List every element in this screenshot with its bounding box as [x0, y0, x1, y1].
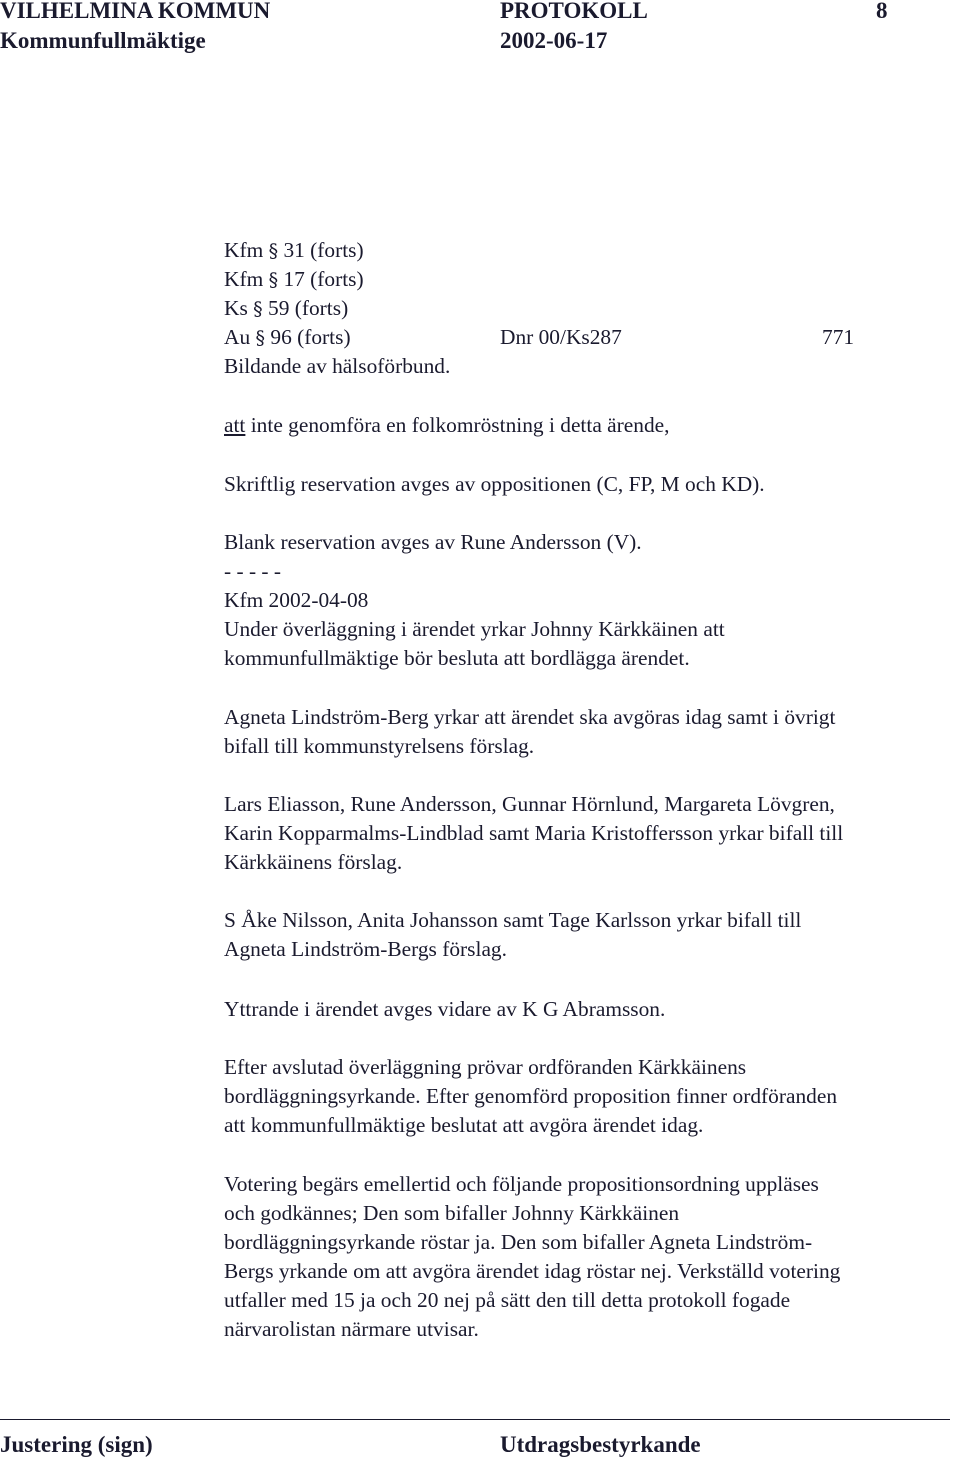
section-ref: Au § 96 (forts) Dnr 00/Ks287 771 [224, 323, 960, 352]
municipality-name: VILHELMINA KOMMUN [0, 0, 271, 23]
paragraph-voting: Votering begärs emellertid och följande propositionsordning uppläses och godkännes; Den som bifaller Johnny Kärkkäinen bordläggningsyrkande röstar ja. Den som bifaller Agneta Lindström- Bergs yrkande om att avgöra ärendet idag röstar nej. Verkställd votering utfaller med 15 ja och 20 nej på sätt den till detta protokoll fogade närvarolistan närmare utvisar. [224, 1172, 841, 1341]
section-ref: Kfm § 17 (forts) [224, 267, 364, 291]
section-sign: § [268, 269, 279, 291]
meeting-reference: Kfm 2002-04-08 [224, 588, 369, 612]
paragraph-support-karkkainen: Lars Eliasson, Rune Andersson, Gunnar Hörnlund, Margareta Lövgren, Karin Kopparmalms-Lindblad samt Maria Kristoffersson yrkar bifall till Kärkkäinens förslag. [224, 792, 844, 874]
section-sign: § [253, 298, 263, 320]
section-sign: § [268, 240, 279, 262]
footer-rule [0, 1419, 950, 1420]
case-subject: Bildande av hälsoförbund. [224, 354, 451, 378]
decision-text: inte genomföra en folkomröstning i detta ärende, [245, 413, 670, 437]
decision-line [224, 411, 960, 440]
paragraph-reservation: Skriftlig reservation avges av oppositionen (C, FP, M och KD). [224, 472, 765, 496]
section-references [224, 236, 960, 381]
meeting-body: Kommunfullmäktige [0, 28, 206, 53]
case-code: 771 [822, 325, 855, 349]
document-type: PROTOKOLL [500, 0, 648, 23]
section-ref: Kfm § 31 (forts) [224, 238, 364, 262]
paragraph-lindstrom-berg: Agneta Lindström-Berg yrkar att ärendet ska avgöras idag samt i övrigt bifall till kommunstyrelsens förslag. [224, 705, 836, 758]
paragraph-statement: Yttrande i ärendet avges vidare av K G Abramsson. [224, 997, 666, 1021]
paragraph-support-lindstrom-berg: S Åke Nilsson, Anita Johansson samt Tage Karlsson yrkar bifall till Agneta Lindström-Bergs förslag. [224, 908, 802, 961]
meeting-date: 2002-06-17 [500, 28, 608, 53]
paragraph-proposition: Efter avslutad överläggning prövar ordföranden Kärkkäinens bordläggningsyrkande. Efter genomförd proposition finner ordföranden att kommunfullmäktige beslutat att avgöra ärendet idag. [224, 1055, 838, 1137]
att-keyword: att [224, 413, 246, 437]
signature-label: Justering (sign) [0, 1432, 153, 1457]
separator-dashes: - - - - - [224, 559, 282, 583]
paragraph-blank-reservation: Blank reservation avges av Rune Andersson (V). - - - - - Kfm 2002-04-08 Under överläggning i ärendet yrkar Johnny Kärkkäinen att kommunfullmäktige bör besluta att bordlägga ärendet. [224, 528, 960, 673]
section-ref: Ks § 59 (forts) [224, 296, 349, 320]
section-sign: § [255, 327, 266, 349]
page-number: 8 [876, 0, 888, 23]
diary-number: Dnr 00/Ks287 [500, 325, 622, 349]
extract-label: Utdragsbestyrkande [500, 1432, 701, 1457]
